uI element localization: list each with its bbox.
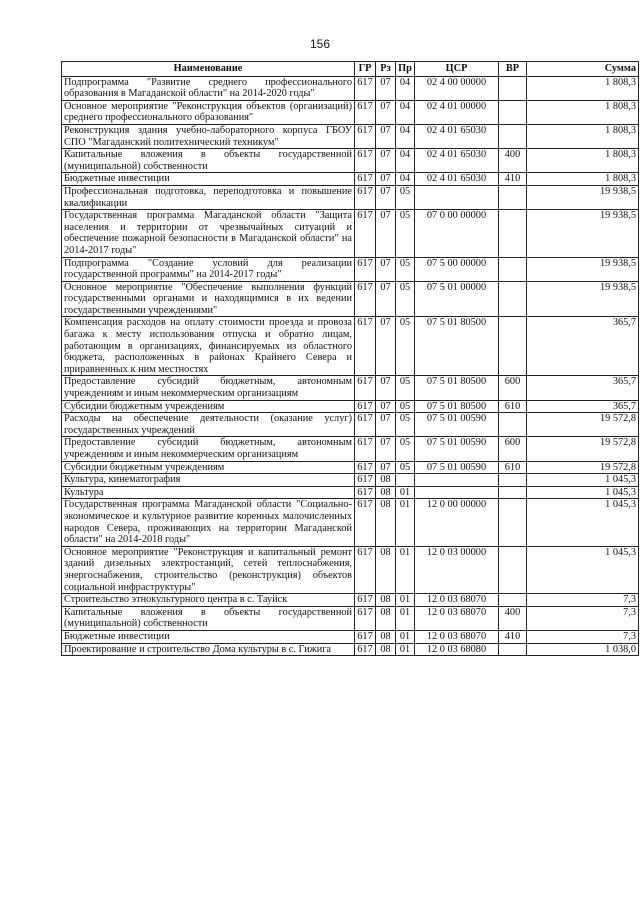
cell-vr xyxy=(499,124,527,148)
cell-name: Реконструкция здания учебно-лабораторного корпуса ГБОУ СПО "Магаданский политехнический техникум" xyxy=(62,124,355,148)
table-body xyxy=(62,76,639,656)
cell-pr: 01 xyxy=(396,643,415,656)
cell-csr: 12 0 03 68080 xyxy=(415,643,499,656)
cell-csr: 07 5 01 00590 xyxy=(415,413,499,437)
cell-sum: 1 808,3 xyxy=(527,100,639,124)
cell-vr: 610 xyxy=(499,461,527,474)
cell-gr: 617 xyxy=(355,76,376,100)
cell-name: Предоставление субсидий бюджетным, автономным учреждениям и иным некоммерческим организациям xyxy=(62,437,355,461)
cell-pr: 05 xyxy=(396,400,415,413)
cell-name: Культура, кинематография xyxy=(62,474,355,487)
cell-vr xyxy=(499,486,527,499)
cell-sum: 19 572,8 xyxy=(527,413,639,437)
table-row xyxy=(62,317,639,376)
cell-gr: 617 xyxy=(355,594,376,607)
cell-sum: 1 038,0 xyxy=(527,643,639,656)
table-row xyxy=(62,461,639,474)
cell-name: Государственная программа Магаданской области "Защита населения и территории от чрезвычайных ситуаций и обеспечение пожарной безопасности в Магаданской области" на 2014-2017 годы" xyxy=(62,210,355,257)
cell-csr: 12 0 00 00000 xyxy=(415,499,499,546)
cell-gr: 617 xyxy=(355,437,376,461)
cell-vr xyxy=(499,76,527,100)
cell-csr: 07 5 01 80500 xyxy=(415,400,499,413)
cell-csr: 02 4 00 00000 xyxy=(415,76,499,100)
table-row xyxy=(62,185,639,209)
cell-rz: 08 xyxy=(376,499,396,546)
cell-pr: 04 xyxy=(396,173,415,186)
cell-name: Капитальные вложения в объекты государственной (муниципальной) собственности xyxy=(62,606,355,630)
cell-rz: 08 xyxy=(376,630,396,643)
cell-rz: 07 xyxy=(376,100,396,124)
cell-name: Субсидии бюджетным учреждениям xyxy=(62,461,355,474)
cell-csr: 07 5 01 00000 xyxy=(415,281,499,317)
cell-pr: 04 xyxy=(396,76,415,100)
cell-pr xyxy=(396,474,415,487)
cell-gr: 617 xyxy=(355,185,376,209)
cell-csr xyxy=(415,486,499,499)
cell-sum: 1 808,3 xyxy=(527,124,639,148)
table-row xyxy=(62,474,639,487)
table-row xyxy=(62,281,639,317)
cell-gr: 617 xyxy=(355,546,376,593)
budget-table xyxy=(61,61,639,656)
cell-csr: 12 0 03 68070 xyxy=(415,594,499,607)
cell-name: Компенсация расходов на оплату стоимости проезда и провоза багажа к месту использования отпуска и обратно лицам, работающим в организациях, финансируемых из областного бюджета, расположенных в районах Крайнего Севера и приравненных к ним местностях xyxy=(62,317,355,376)
cell-csr xyxy=(415,474,499,487)
table-row xyxy=(62,100,639,124)
header-sum: Сумма xyxy=(527,62,639,77)
cell-sum: 7,3 xyxy=(527,594,639,607)
cell-rz: 07 xyxy=(376,149,396,173)
cell-vr: 600 xyxy=(499,376,527,400)
cell-gr: 617 xyxy=(355,100,376,124)
cell-vr xyxy=(499,317,527,376)
cell-name: Основное мероприятие "Реконструкция объектов (организаций) среднего профессионального образования" xyxy=(62,100,355,124)
cell-rz: 07 xyxy=(376,210,396,257)
cell-rz: 07 xyxy=(376,257,396,281)
table-row xyxy=(62,76,639,100)
cell-csr: 07 0 00 00000 xyxy=(415,210,499,257)
cell-name: Основное мероприятие "Реконструкция и капитальный ремонт зданий дизельных электростанций, сетей теплоснабжения, энергоснабжения, строительство (реконструкция) объектов социальной инфраструктуры" xyxy=(62,546,355,593)
cell-gr: 617 xyxy=(355,124,376,148)
cell-gr: 617 xyxy=(355,149,376,173)
cell-gr: 617 xyxy=(355,474,376,487)
cell-pr: 05 xyxy=(396,376,415,400)
cell-sum: 7,3 xyxy=(527,630,639,643)
cell-rz: 07 xyxy=(376,76,396,100)
cell-gr: 617 xyxy=(355,317,376,376)
cell-gr: 617 xyxy=(355,376,376,400)
cell-name: Предоставление субсидий бюджетным, автономным учреждениям и иным некоммерческим организациям xyxy=(62,376,355,400)
cell-gr: 617 xyxy=(355,413,376,437)
cell-vr xyxy=(499,210,527,257)
cell-rz: 07 xyxy=(376,185,396,209)
header-pr: Пр xyxy=(396,62,415,77)
cell-sum: 1 045,3 xyxy=(527,486,639,499)
cell-sum: 7,3 xyxy=(527,606,639,630)
cell-rz: 08 xyxy=(376,606,396,630)
cell-sum: 1 808,3 xyxy=(527,76,639,100)
table-row xyxy=(62,257,639,281)
cell-name: Бюджетные инвестиции xyxy=(62,630,355,643)
cell-rz: 08 xyxy=(376,643,396,656)
cell-name: Культура xyxy=(62,486,355,499)
cell-pr: 05 xyxy=(396,257,415,281)
cell-csr xyxy=(415,185,499,209)
cell-rz: 07 xyxy=(376,413,396,437)
cell-name: Бюджетные инвестиции xyxy=(62,173,355,186)
cell-sum: 19 938,5 xyxy=(527,210,639,257)
table-row xyxy=(62,594,639,607)
cell-name: Профессиональная подготовка, переподготовка и повышение квалификации xyxy=(62,185,355,209)
cell-sum: 19 938,5 xyxy=(527,185,639,209)
cell-csr: 07 5 00 00000 xyxy=(415,257,499,281)
cell-rz: 07 xyxy=(376,461,396,474)
cell-vr: 600 xyxy=(499,437,527,461)
table-row xyxy=(62,643,639,656)
cell-vr: 400 xyxy=(499,149,527,173)
header-rz: Рз xyxy=(376,62,396,77)
cell-pr: 01 xyxy=(396,606,415,630)
cell-gr: 617 xyxy=(355,486,376,499)
cell-pr: 05 xyxy=(396,461,415,474)
cell-pr: 04 xyxy=(396,100,415,124)
cell-pr: 05 xyxy=(396,210,415,257)
cell-pr: 05 xyxy=(396,317,415,376)
cell-rz: 07 xyxy=(376,317,396,376)
cell-gr: 617 xyxy=(355,461,376,474)
cell-csr: 12 0 03 68070 xyxy=(415,606,499,630)
cell-rz: 08 xyxy=(376,546,396,593)
cell-sum: 19 938,5 xyxy=(527,257,639,281)
cell-pr: 05 xyxy=(396,437,415,461)
cell-name: Расходы на обеспечение деятельности (оказание услуг) государственных учреждений xyxy=(62,413,355,437)
cell-gr: 617 xyxy=(355,499,376,546)
table-row xyxy=(62,546,639,593)
cell-pr: 01 xyxy=(396,499,415,546)
cell-name: Основное мероприятие "Обеспечение выполнения функций государственными органами и находящимися в их ведении государственными учреждениями" xyxy=(62,281,355,317)
header-name: Наименование xyxy=(62,62,355,77)
header-vr: ВР xyxy=(499,62,527,77)
table-row xyxy=(62,400,639,413)
cell-sum: 1 808,3 xyxy=(527,149,639,173)
cell-name: Капитальные вложения в объекты государственной (муниципальной) собственности xyxy=(62,149,355,173)
header-gr: ГР xyxy=(355,62,376,77)
table-row xyxy=(62,606,639,630)
cell-vr: 610 xyxy=(499,400,527,413)
cell-gr: 617 xyxy=(355,173,376,186)
cell-sum: 1 045,3 xyxy=(527,546,639,593)
cell-vr: 410 xyxy=(499,173,527,186)
cell-vr: 410 xyxy=(499,630,527,643)
cell-pr: 05 xyxy=(396,281,415,317)
cell-gr: 617 xyxy=(355,257,376,281)
table-header-row xyxy=(62,62,639,77)
cell-vr xyxy=(499,185,527,209)
cell-name: Государственная программа Магаданской области "Социально-экономическое и культурное развитие коренных малочисленных народов Севера, проживающих на территории Магаданской области" на 2014-2018 годы" xyxy=(62,499,355,546)
cell-csr: 07 5 01 00590 xyxy=(415,461,499,474)
cell-pr: 01 xyxy=(396,486,415,499)
cell-csr: 07 5 01 80500 xyxy=(415,376,499,400)
cell-name: Субсидии бюджетным учреждениям xyxy=(62,400,355,413)
cell-vr xyxy=(499,257,527,281)
table-row xyxy=(62,413,639,437)
cell-gr: 617 xyxy=(355,630,376,643)
table-row xyxy=(62,210,639,257)
table-row xyxy=(62,486,639,499)
cell-rz: 07 xyxy=(376,173,396,186)
cell-csr: 12 0 03 68070 xyxy=(415,630,499,643)
header-csr: ЦСР xyxy=(415,62,499,77)
page-number: 156 xyxy=(309,37,331,51)
cell-rz: 07 xyxy=(376,400,396,413)
cell-sum: 365,7 xyxy=(527,376,639,400)
table-row xyxy=(62,437,639,461)
cell-pr: 01 xyxy=(396,630,415,643)
cell-gr: 617 xyxy=(355,210,376,257)
cell-vr xyxy=(499,594,527,607)
table-row xyxy=(62,376,639,400)
cell-name: Подпрограмма "Развитие среднего профессионального образования в Магаданской области" на 2014-2020 годы" xyxy=(62,76,355,100)
cell-vr xyxy=(499,474,527,487)
cell-sum: 1 045,3 xyxy=(527,499,639,546)
cell-vr xyxy=(499,100,527,124)
cell-name: Проектирование и строительство Дома культуры в с. Гижига xyxy=(62,643,355,656)
cell-rz: 08 xyxy=(376,594,396,607)
cell-csr: 02 4 01 00000 xyxy=(415,100,499,124)
cell-gr: 617 xyxy=(355,606,376,630)
table-row xyxy=(62,173,639,186)
cell-sum: 365,7 xyxy=(527,317,639,376)
cell-pr: 01 xyxy=(396,546,415,593)
cell-vr xyxy=(499,643,527,656)
cell-name: Строительство этнокультурного центра в с. Тауйск xyxy=(62,594,355,607)
cell-rz: 07 xyxy=(376,281,396,317)
cell-rz: 07 xyxy=(376,124,396,148)
cell-sum: 19 572,8 xyxy=(527,461,639,474)
table-row xyxy=(62,630,639,643)
cell-gr: 617 xyxy=(355,643,376,656)
cell-vr xyxy=(499,546,527,593)
cell-csr: 07 5 01 80500 xyxy=(415,317,499,376)
cell-pr: 04 xyxy=(396,149,415,173)
cell-csr: 02 4 01 65030 xyxy=(415,124,499,148)
cell-pr: 05 xyxy=(396,413,415,437)
cell-vr: 400 xyxy=(499,606,527,630)
cell-pr: 04 xyxy=(396,124,415,148)
cell-vr xyxy=(499,281,527,317)
cell-pr: 01 xyxy=(396,594,415,607)
cell-sum: 1 808,3 xyxy=(527,173,639,186)
cell-gr: 617 xyxy=(355,281,376,317)
cell-sum: 19 572,8 xyxy=(527,437,639,461)
cell-sum: 19 938,5 xyxy=(527,281,639,317)
cell-rz: 07 xyxy=(376,437,396,461)
cell-vr xyxy=(499,499,527,546)
cell-vr xyxy=(499,413,527,437)
cell-rz: 07 xyxy=(376,376,396,400)
cell-sum: 1 045,3 xyxy=(527,474,639,487)
cell-csr: 02 4 01 65030 xyxy=(415,173,499,186)
cell-rz: 08 xyxy=(376,474,396,487)
cell-csr: 07 5 01 00590 xyxy=(415,437,499,461)
table-row xyxy=(62,499,639,546)
cell-sum: 365,7 xyxy=(527,400,639,413)
cell-csr: 12 0 03 00000 xyxy=(415,546,499,593)
cell-pr: 05 xyxy=(396,185,415,209)
cell-gr: 617 xyxy=(355,400,376,413)
cell-csr: 02 4 01 65030 xyxy=(415,149,499,173)
table-row xyxy=(62,149,639,173)
cell-rz: 08 xyxy=(376,486,396,499)
table-row xyxy=(62,124,639,148)
cell-name: Подпрограмма "Создание условий для реализации государственной программы" на 2014-2017 годы" xyxy=(62,257,355,281)
